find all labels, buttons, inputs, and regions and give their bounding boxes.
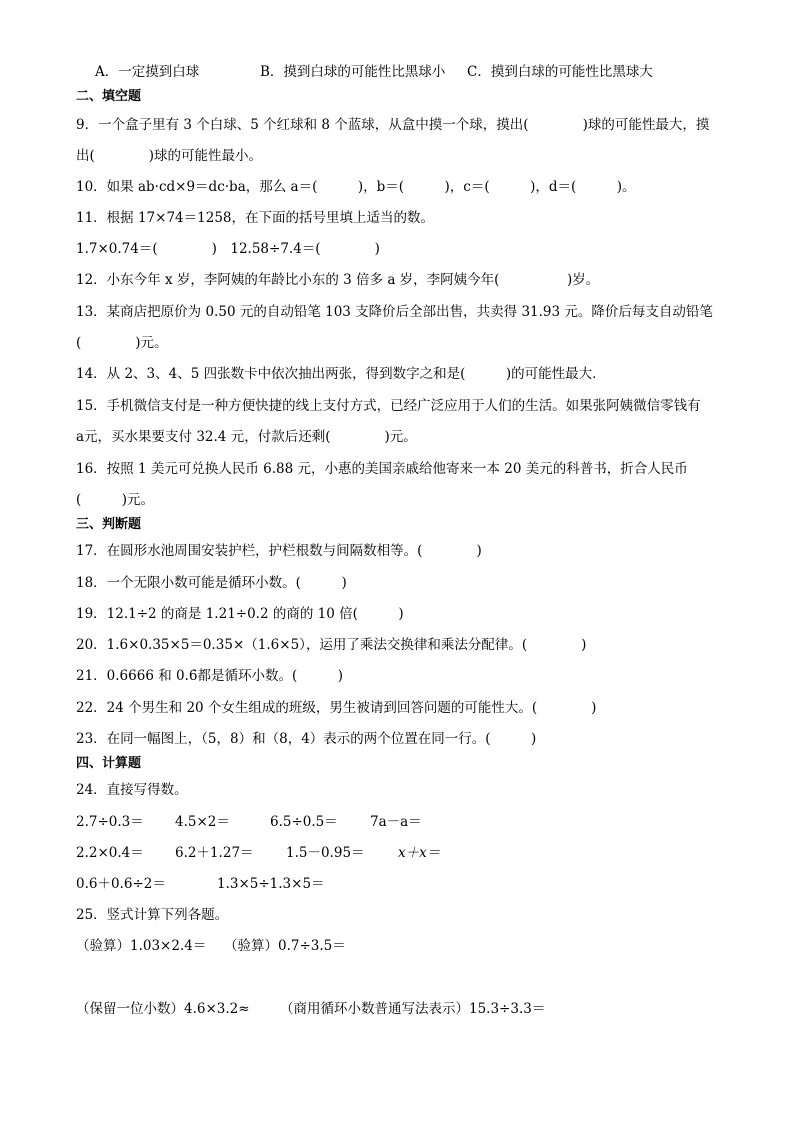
section-true-false-title: 三、判断题 xyxy=(76,517,142,532)
calc-item: 6.2＋1.27＝ xyxy=(175,845,254,861)
calc-item: 7a－a＝ xyxy=(370,814,422,830)
vertical-calc-d: （商用循环小数普通写法表示）15.3÷3.3＝ xyxy=(280,1001,546,1017)
question-9-line2: 出( )球的可能性最小。 xyxy=(76,148,263,164)
question-24: 24．直接写得数。 xyxy=(76,782,188,798)
question-15-line2: a元，买水果要支付 32.4 元，付款后还剩( )元。 xyxy=(76,429,417,445)
question-20: 20．1.6×0.35×5＝0.35×（1.6×5），运用了乘法交换律和乘法分配律。( ) xyxy=(76,637,587,653)
question-13-line2: ( )元。 xyxy=(76,335,168,351)
question-22: 22．24 个男生和 20 个女生组成的班级，男生被请到回答问题的可能性大。( ) xyxy=(76,700,597,716)
question-25: 25．竖式计算下列各题。 xyxy=(76,907,229,923)
question-15-line1: 15．手机微信支付是一种方便快捷的线上支付方式，已经广泛应用于人们的生活。如果张阿姨微信零钱有 xyxy=(76,398,701,414)
question-11: 11．根据 17×74＝1258，在下面的括号里填上适当的数。 xyxy=(76,210,434,226)
calc-item: x＋x＝ xyxy=(398,845,441,861)
section-fill-blank-title: 二、填空题 xyxy=(76,89,142,104)
question-13-line1: 13．某商店把原价为 0.50 元的自动铅笔 103 支降价后全部出售，共卖得 31.93 元。降价后每支自动铅笔 xyxy=(76,304,713,320)
question-23: 23．在同一幅图上，（5，8）和（8，4）表示的两个位置在同一行。( ) xyxy=(76,731,537,747)
question-17: 17．在圆形水池周围安装护栏，护栏根数与间隔数相等。( ) xyxy=(76,543,482,559)
calc-item: 6.5÷0.5＝ xyxy=(270,814,338,830)
calc-item: 4.5×2＝ xyxy=(175,814,230,830)
calc-item: 2.7÷0.3＝ xyxy=(76,814,144,830)
question-11-sub: 1.7×0.74＝( ) 12.58÷7.4＝( ) xyxy=(76,241,380,257)
question-9-line1: 9．一个盒子里有 3 个白球、5 个红球和 8 个蓝球，从盒中摸一个球，摸出( )球的可能性最大，摸 xyxy=(76,117,710,133)
question-10: 10．如果 ab·cd×9＝dc·ba，那么 a＝( )，b＝( )，c＝( )，d＝( )。 xyxy=(76,179,636,195)
calc-item: 2.2×0.4＝ xyxy=(76,845,144,861)
calc-item: 0.6＋0.6÷2＝ xyxy=(76,876,166,892)
vertical-calc-c: （保留一位小数）4.6×3.2≈ xyxy=(76,1001,250,1017)
question-16-line1: 16．按照 1 美元可兑换人民币 6.88 元，小惠的美国亲戚给他寄来一本 20 美元的科普书，折合人民币 xyxy=(76,461,688,477)
option-c: C．摸到白球的可能性比黑球大 xyxy=(467,64,653,80)
question-16-line2: ( )元。 xyxy=(76,492,155,508)
calc-item: 1.5－0.95＝ xyxy=(286,845,365,861)
question-14: 14．从 2、3、4、5 四张数卡中依次抽出两张，得到数字之和是( )的可能性最大． xyxy=(76,366,606,382)
vertical-calc-a: （验算）1.03×2.4＝ xyxy=(76,938,207,954)
question-12: 12．小东今年 x 岁，李阿姨的年龄比小东的 3 倍多 a 岁，李阿姨今年( )岁。 xyxy=(76,272,600,288)
question-21: 21．0.6666 和 0.6̇都是循环小数。( ) xyxy=(76,668,344,684)
question-19: 19．12.1÷2 的商是 1.21÷0.2 的商的 10 倍( ) xyxy=(76,606,404,622)
section-calculation-title: 四、计算题 xyxy=(76,756,142,771)
option-a: A．一定摸到白球 xyxy=(95,64,200,80)
question-18: 18．一个无限小数可能是循环小数。( ) xyxy=(76,575,347,591)
calc-item: 1.3×5÷1.3×5＝ xyxy=(217,876,325,892)
vertical-calc-b: （验算）0.7÷3.5＝ xyxy=(224,938,346,954)
option-b: B．摸到白球的可能性比黑球小 xyxy=(260,64,446,80)
